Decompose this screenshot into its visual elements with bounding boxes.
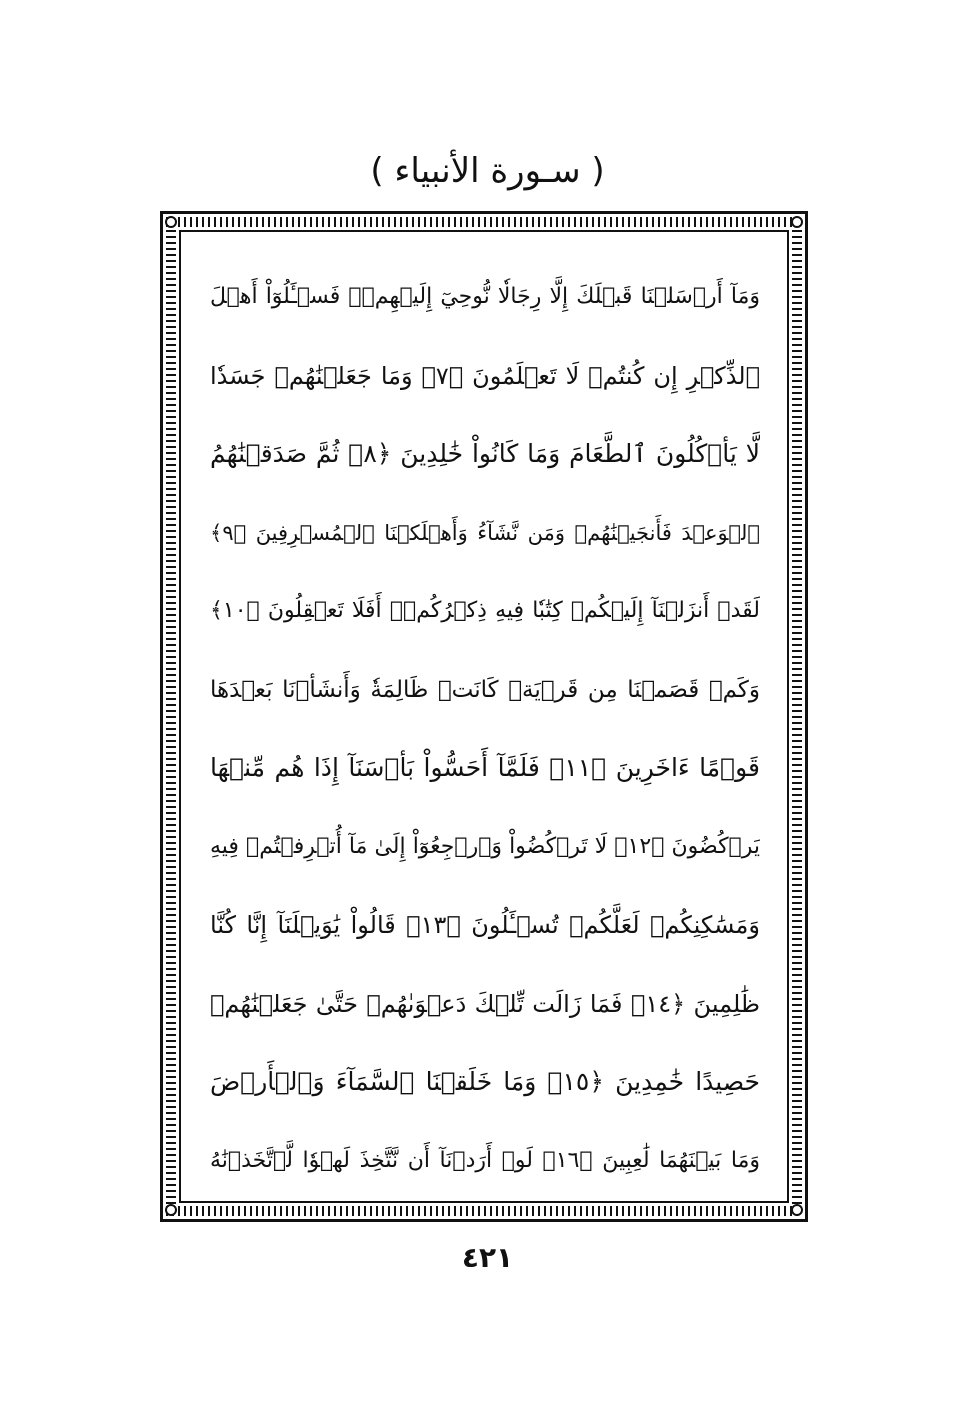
verse-line: وَمَسَٰكِنِكُمۡ لَعَلَّكُمۡ تُسۡـَٔلُونَ ﴿١٣﴾ قَالُواْ يَٰوَيۡلَنَآ إِنَّا كُنَّا [210,911,760,939]
frame-corner-ornament [791,216,803,228]
verse-line: وَمَآ أَرۡسَلۡنَا قَبۡلَكَ إِلَّا رِجَالٗا نُّوحِيٓ إِلَيۡهِمۡۖ فَسۡـَٔلُوٓاْ أَهۡلَ [210,284,760,309]
frame-corner-ornament [791,1204,803,1216]
verse-line: حَصِيدًا خَٰمِدِينَ ﴿١٥﴾ وَمَا خَلَقۡنَا ٱلسَّمَآءَ وَٱلۡأَرۡضَ [210,1067,760,1096]
verse-line: لَقَدۡ أَنزَلۡنَآ إِلَيۡكُمۡ كِتَٰبٗا فِيهِ ذِكۡرُكُمۡۚ أَفَلَا تَعۡقِلُونَ ﴿١٠﴾ [210,598,760,623]
surah-title: ( سـورة الأنبياء ) [370,151,605,191]
frame-corner-ornament [165,216,177,228]
page-number: ٤٢١ [461,1241,514,1274]
verse-line: قَوۡمًا ءَاخَرِينَ ﴿١١﴾ فَلَمَّآ أَحَسُّواْ بَأۡسَنَآ إِذَا هُم مِّنۡهَا [210,753,760,782]
verse-line: وَكَمۡ قَصَمۡنَا مِن قَرۡيَةٖ كَانَتۡ ظَالِمَةٗ وَأَنشَأۡنَا بَعۡدَهَا [210,676,760,703]
verse-line: وَمَا بَيۡنَهُمَا لَٰعِبِينَ ﴿١٦﴾ لَوۡ أَرَدۡنَآ أَن نَّتَّخِذَ لَهۡوٗا لَّٱتَّخَذۡنَٰهُ [210,1147,760,1173]
verses-text-block [210,258,760,1200]
verse-line: ٱلذِّكۡرِ إِن كُنتُمۡ لَا تَعۡلَمُونَ ﴿٧﴾ وَمَا جَعَلۡنَٰهُمۡ جَسَدٗا [210,361,760,390]
verse-line: ظَٰلِمِينَ ﴿١٤﴾ فَمَا زَالَت تِّلۡكَ دَعۡوَىٰهُمۡ حَتَّىٰ جَعَلۡنَٰهُمۡ [210,989,760,1018]
frame-corner-ornament [165,1204,177,1216]
verse-line: ٱلۡوَعۡدَ فَأَنجَيۡنَٰهُمۡ وَمَن نَّشَآءُ وَأَهۡلَكۡنَا ٱلۡمُسۡرِفِينَ ﴿٩﴾ [210,520,760,545]
verse-line: يَرۡكُضُونَ ﴿١٢﴾ لَا تَرۡكُضُواْ وَٱرۡجِعُوٓاْ إِلَىٰ مَآ أُتۡرِفۡتُمۡ فِيهِ [210,833,760,859]
verse-line: لَّا يَأۡكُلُونَ ٱلطَّعَامَ وَمَا كَانُواْ خَٰلِدِينَ ﴿٨﴾ ثُمَّ صَدَقۡنَٰهُمُ [210,439,760,468]
